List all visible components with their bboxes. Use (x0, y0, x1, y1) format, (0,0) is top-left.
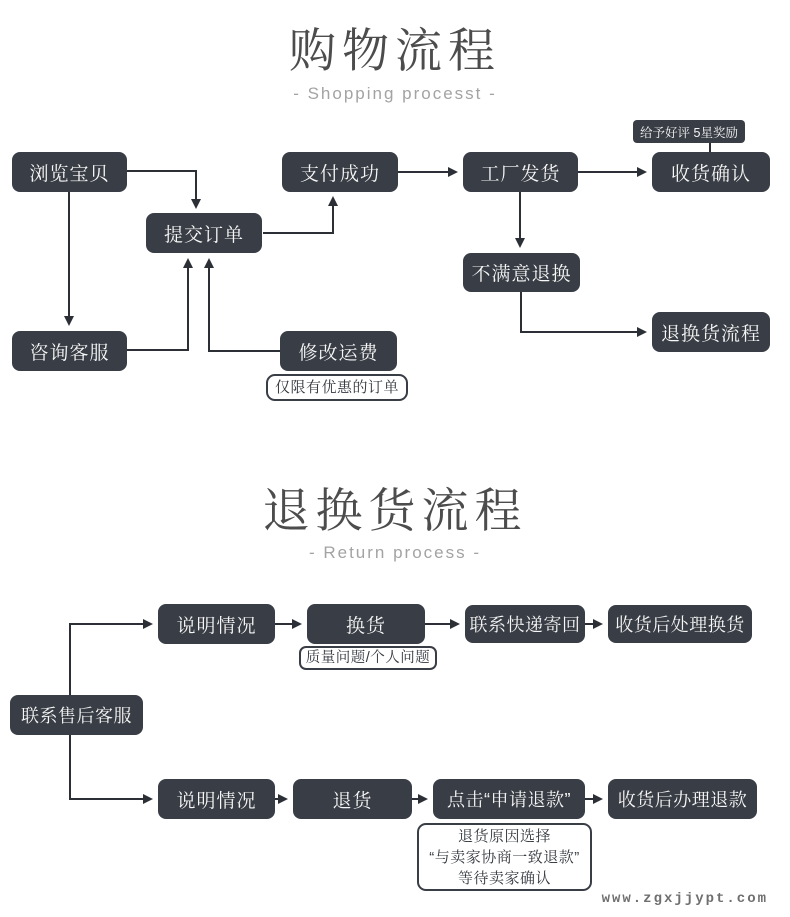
node-modify-postage: 修改运费 (280, 331, 397, 371)
shopping-flow-title: 购物流程 (289, 24, 501, 77)
refund-note-line-3: 等待卖家确认 (457, 869, 551, 887)
node-confirm-receipt: 收货确认 (652, 152, 770, 192)
node-pay-success: 支付成功 (282, 152, 398, 192)
node-browse-items: 浏览宝贝 (12, 152, 127, 192)
node-submit-order: 提交订单 (146, 213, 262, 253)
node-handle-refund: 收货后办理退款 (608, 779, 757, 819)
node-handle-exchange: 收货后处理换货 (608, 605, 752, 643)
node-contact-courier: 联系快递寄回 (465, 605, 585, 643)
node-consult-service: 咨询客服 (12, 331, 127, 371)
return-flow-title: 退换货流程 (262, 484, 528, 537)
note-refund-instructions (417, 823, 592, 891)
node-praise-reward: 给予好评 5星奖励 (633, 120, 745, 143)
refund-note-line-2: “与卖家协商一致退款” (429, 848, 580, 866)
node-factory-ship: 工厂发货 (463, 152, 578, 192)
node-goto-return-flow: 退换货流程 (652, 312, 770, 352)
node-contact-after-sales: 联系售后客服 (10, 695, 143, 735)
node-exchange-goods: 换货 (307, 604, 425, 644)
return-flow-subtitle: - Return process - (308, 543, 482, 562)
site-watermark: www.zgxjjypt.com (601, 891, 768, 907)
node-apply-refund: 点击“申请退款” (433, 779, 585, 819)
shopping-flow-subtitle: - Shopping processt - (293, 84, 497, 103)
note-postage-limit: 仅限有优惠的订单 (266, 374, 408, 401)
node-explain-situation-top: 说明情况 (158, 604, 275, 644)
node-explain-situation-bottom: 说明情况 (158, 779, 275, 819)
node-unsatisfied-return: 不满意退换 (463, 253, 580, 292)
refund-note-line-1: 退货原因选择 (457, 827, 551, 845)
note-exchange-reason: 质量问题/个人问题 (299, 646, 437, 670)
node-return-goods: 退货 (293, 779, 412, 819)
